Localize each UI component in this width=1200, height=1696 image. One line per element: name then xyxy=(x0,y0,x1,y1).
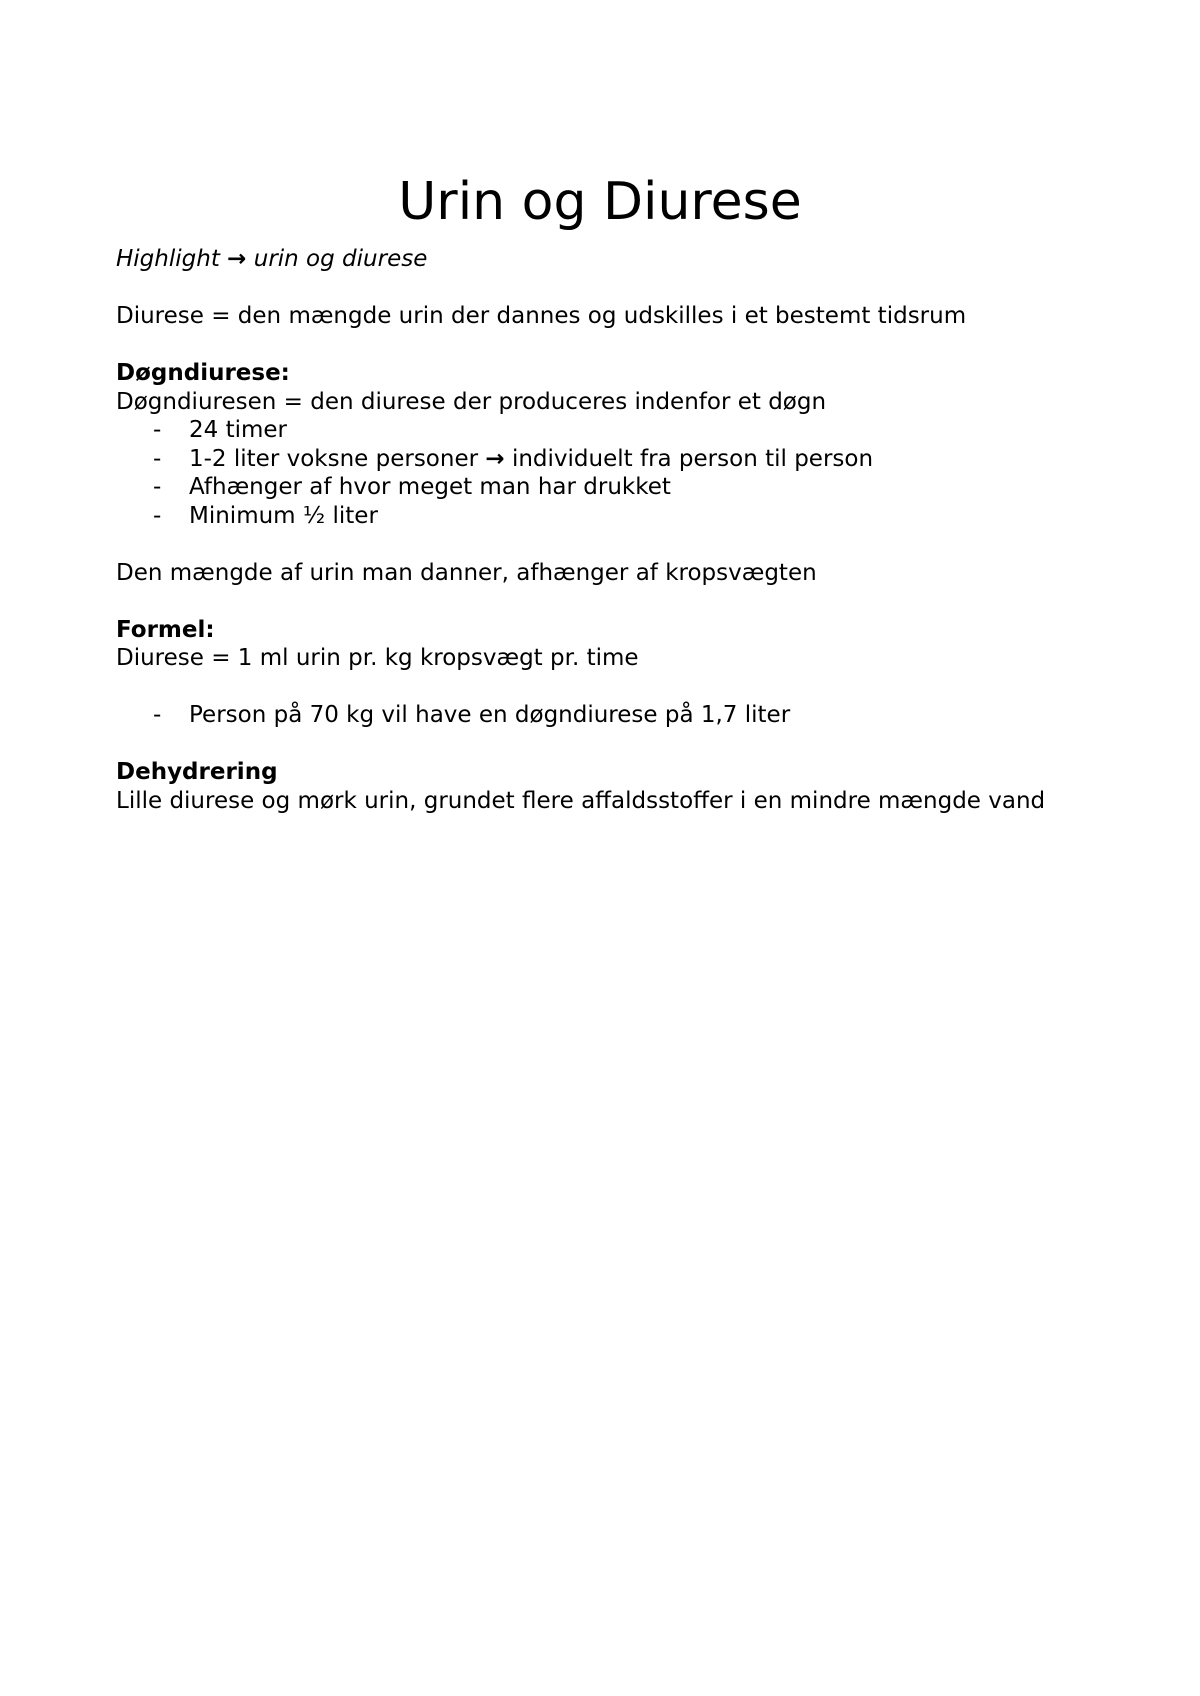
list-item-text xyxy=(189,445,873,474)
list-item-text: 24 timer xyxy=(189,417,287,443)
spacer xyxy=(116,587,1076,616)
spacer xyxy=(116,673,1076,702)
bullet-dash: - xyxy=(153,445,162,472)
spacer xyxy=(116,730,1076,759)
spacer xyxy=(116,331,1076,360)
list-item-text-right: individuelt fra person til person xyxy=(511,445,874,472)
dehydrering-text: Lille diurese og mørk urin, grundet flere affaldsstoffer i en mindre mængde vand xyxy=(116,787,1046,814)
formel-text: Diurese = 1 ml urin pr. kg kropsvægt pr. time xyxy=(116,645,639,671)
bullet-dash: - xyxy=(153,702,162,728)
arrow-right-icon: → xyxy=(227,246,247,272)
bullet-dash: - xyxy=(153,474,162,500)
list-item xyxy=(116,701,1076,730)
bullet-dash: - xyxy=(153,417,162,443)
list-item xyxy=(116,473,1076,502)
definition-text: Diurese = den mængde urin der dannes og udskilles i et bestemt tidsrum xyxy=(116,303,967,329)
list-item-text: Afhænger af hvor meget man har drukket xyxy=(189,474,671,500)
bullet-dash: - xyxy=(153,502,162,529)
section-heading-formel: Formel: xyxy=(116,616,215,643)
section-heading-dehydrering: Dehydrering xyxy=(116,759,278,785)
arrow-right-icon: → xyxy=(485,445,505,472)
list-item-text: Minimum ½ liter xyxy=(189,502,378,529)
highlight-topic: urin og diurese xyxy=(253,246,428,272)
page-title: Urin og Diurese xyxy=(398,172,802,232)
spacer xyxy=(116,530,1076,559)
list-item-text: Person på 70 kg vil have en døgndiurese på 1,7 liter xyxy=(189,702,791,728)
highlight-label: Highlight xyxy=(116,246,220,272)
list-item-text-left: 1-2 liter voksne personer xyxy=(189,445,479,472)
list-item xyxy=(116,502,1076,531)
kropsvaegt-text: Den mængde af urin man danner, afhænger af kropsvægten xyxy=(116,559,817,586)
section-heading-dognediurese: Døgndiurese: xyxy=(116,360,290,386)
dognediurese-text: Døgndiuresen = den diurese der produceres indenfor et døgn xyxy=(116,388,827,415)
spacer xyxy=(116,274,1076,303)
highlight-line xyxy=(116,245,1076,274)
list-item xyxy=(116,445,1076,474)
document-body xyxy=(116,245,1076,815)
list-item xyxy=(116,416,1076,445)
